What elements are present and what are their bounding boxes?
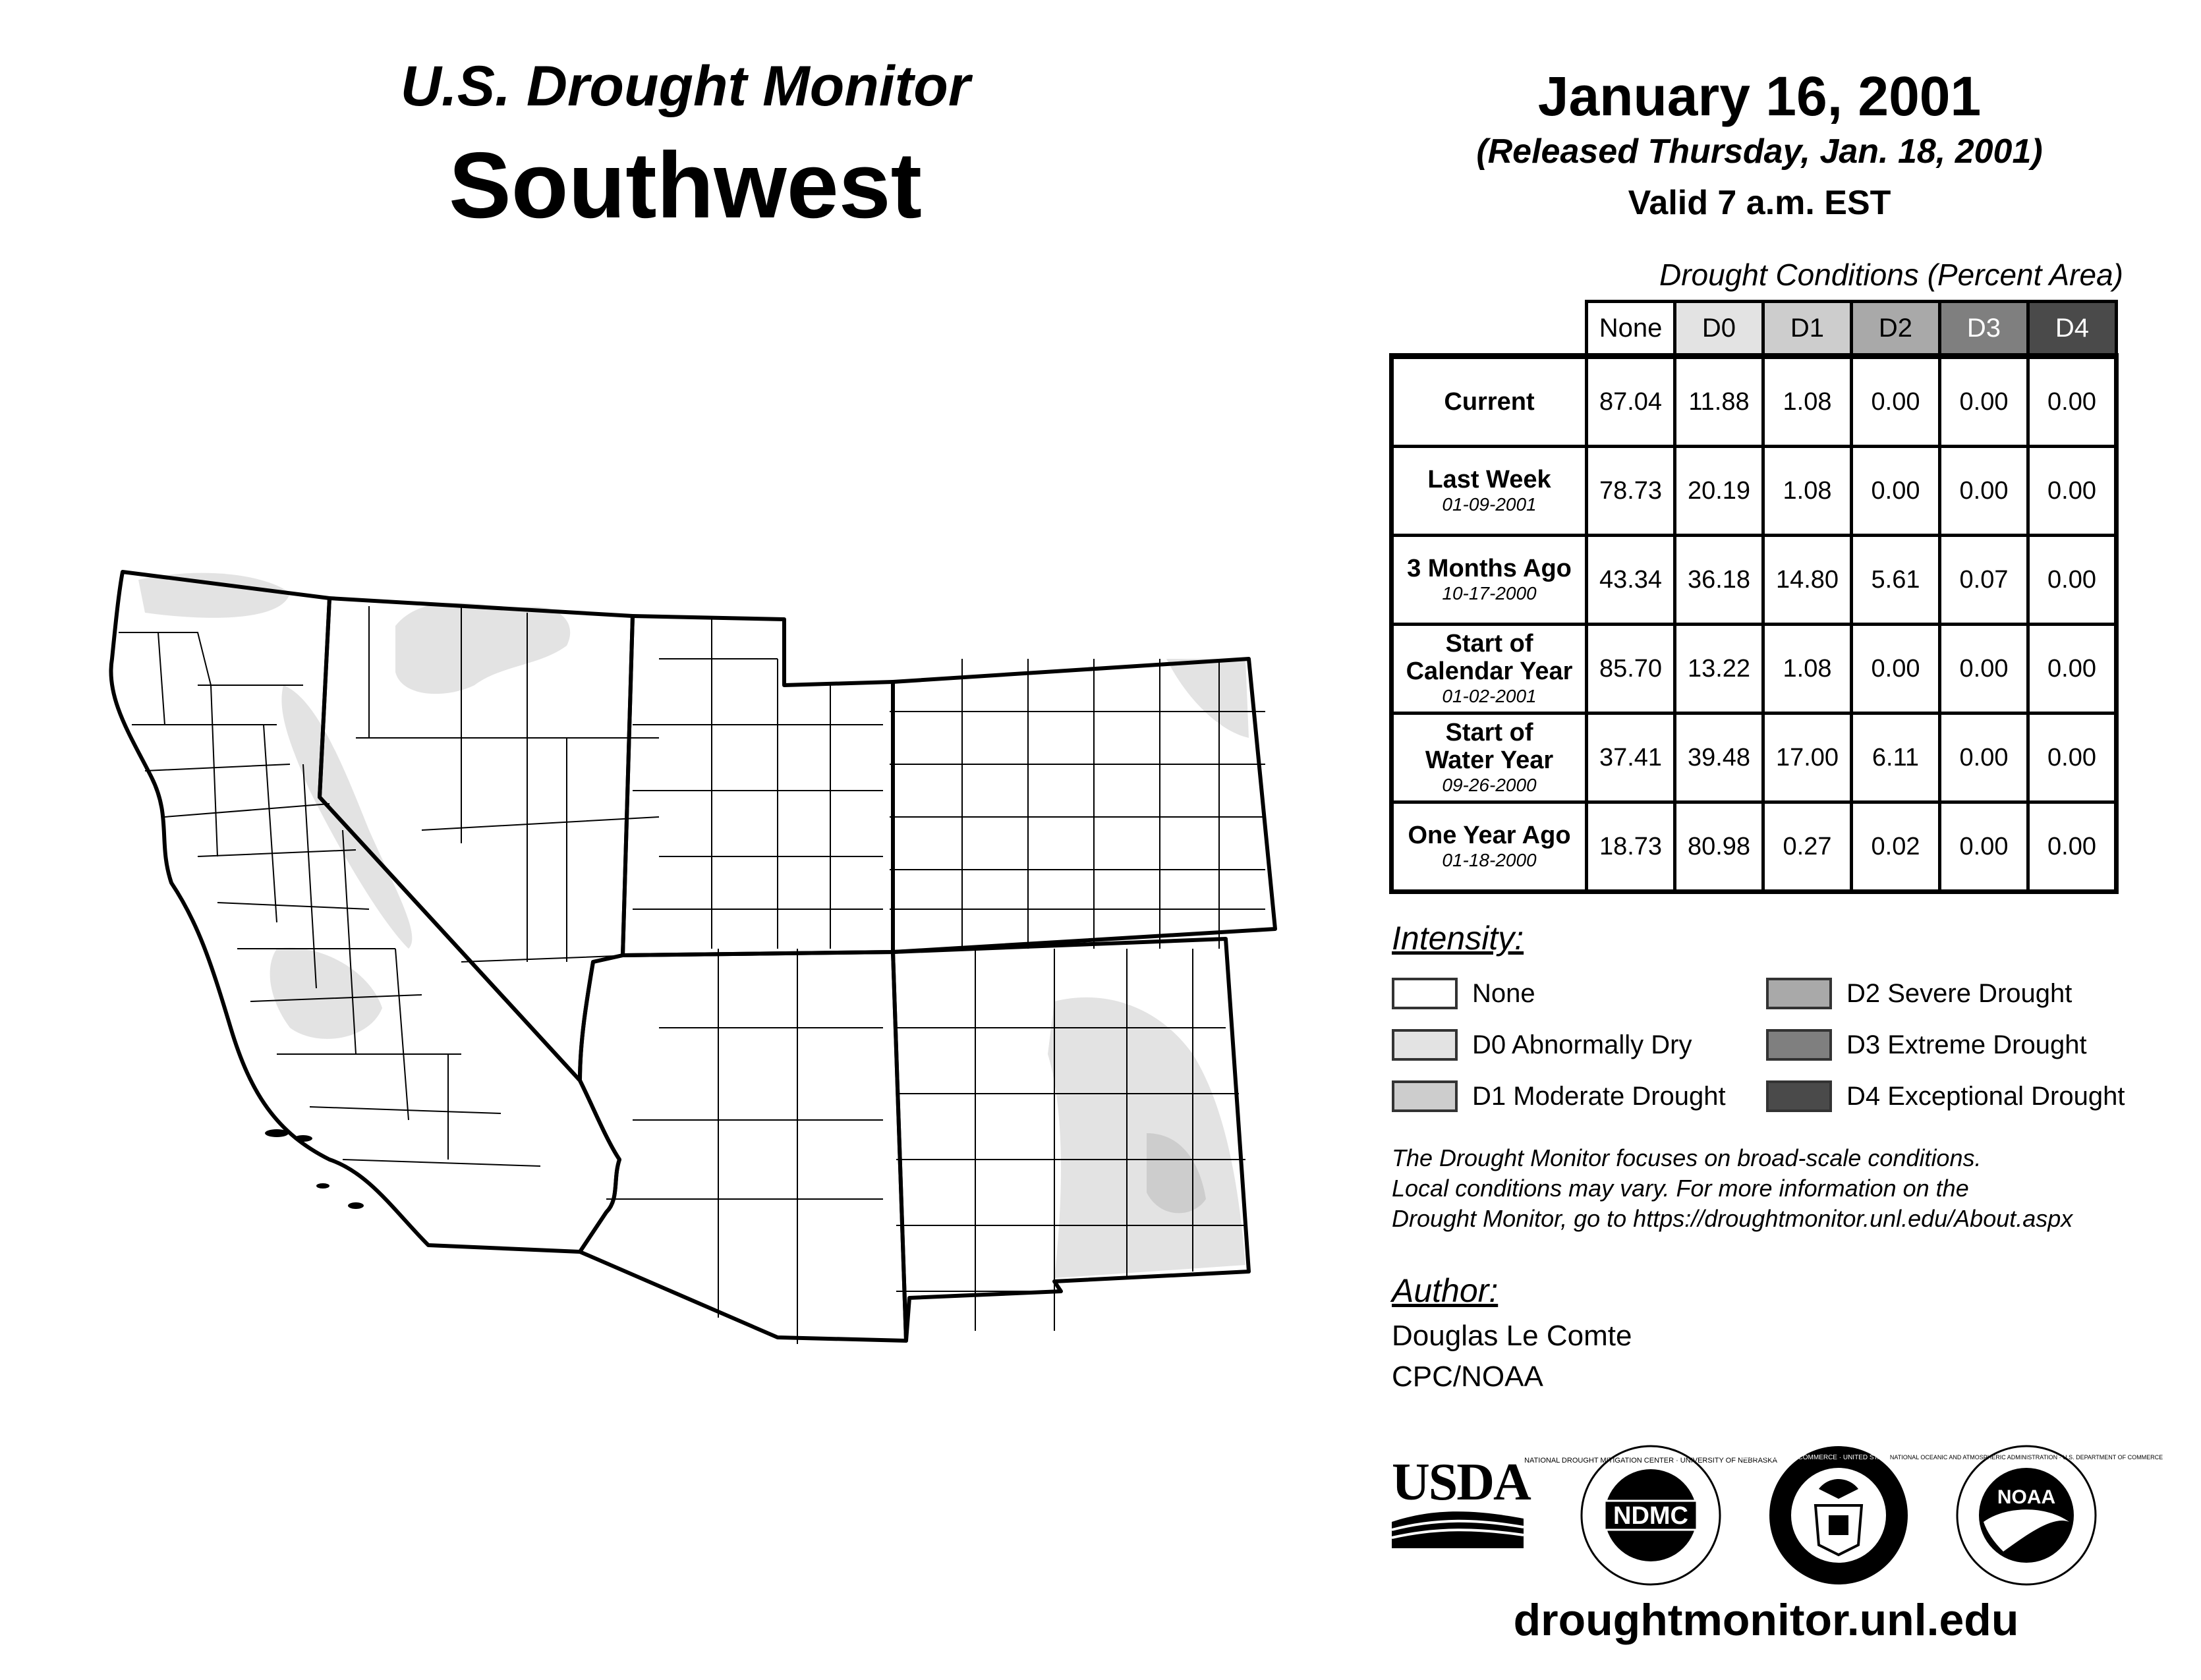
usda-hills-icon [1392,1509,1524,1548]
d0-area-ca-south [270,947,382,1038]
legend-item [1766,1078,2125,1115]
legend-item [1392,975,1726,1012]
col-header: D0 [1675,302,1763,356]
legend-swatch [1392,1029,1458,1061]
table-cell: 0.00 [2028,802,2117,892]
row-label-line: One Year Ago [1408,822,1571,849]
col-header: D1 [1763,302,1852,356]
row-date: 01-09-2001 [1442,494,1537,515]
ndmc-logo-text: NDMC [1613,1502,1688,1530]
table-cell: 0.02 [1852,802,1940,892]
table-cell: 78.73 [1587,447,1675,536]
valid-time: Valid 7 a.m. EST [1628,184,1891,222]
table-cell: 0.00 [1940,447,2028,536]
region-title: Southwest [449,133,922,238]
col-header: D2 [1852,302,1940,356]
legend-swatch [1766,1029,1832,1061]
ndmc-ring-text: NATIONAL DROUGHT MITIGATION CENTER · UNIVERSITY OF NEBRASKA [1524,1457,1777,1465]
table-cell: 0.00 [2028,625,2117,714]
table-cell: 0.00 [1940,714,2028,802]
row-label-line: Start of [1445,719,1533,746]
note-line: Local conditions may vary. For more information on the [1392,1175,1969,1202]
legend-label: None [1472,978,1535,1008]
table-cell: 14.80 [1763,536,1852,625]
monitor-subtitle: U.S. Drought Monitor [400,55,971,118]
legend-label: D2 Severe Drought [1846,978,2072,1008]
legend-swatch [1392,1080,1458,1112]
legend-swatch [1766,978,1832,1009]
legend-swatch [1392,978,1458,1009]
table-cell: 0.00 [2028,536,2117,625]
intensity-title: Intensity: [1392,920,1524,957]
row-label [1392,447,1587,536]
usda-logo [1392,1453,1530,1552]
table-cell: 39.48 [1675,714,1763,802]
row-label-line: Last Week [1427,466,1551,493]
row-label-line: Start of [1445,630,1533,658]
noaa-ring-text: NATIONAL OCEANIC AND ATMOSPHERIC ADMINISTRATION · U.S. DEPARTMENT OF COMMERCE [1889,1454,2163,1461]
col-header: D4 [2028,302,2117,356]
col-header: None [1587,302,1675,356]
table-cell: 11.88 [1675,356,1763,447]
col-header: D3 [1940,302,2028,356]
row-label [1392,802,1587,892]
author-title: Author: [1392,1272,1499,1309]
table-cell: 85.70 [1587,625,1675,714]
table-cell: 13.22 [1675,625,1763,714]
row-date: 01-02-2001 [1442,686,1537,706]
row-label-line: Current [1444,388,1535,416]
intensity-legend-left [1392,975,1726,1115]
drought-conditions-table [1389,300,2119,894]
table-cell: 1.08 [1763,447,1852,536]
intensity-legend-right [1766,975,2125,1115]
ndmc-logo [1524,1443,1777,1588]
table-cell: 87.04 [1587,356,1675,447]
table-row [1392,356,2117,447]
table-cell: 0.00 [1852,356,1940,447]
legend-item [1766,1026,2125,1063]
table-row [1392,447,2117,536]
legend-label: D3 Extreme Drought [1846,1030,2087,1059]
legend-item [1392,1078,1726,1115]
table-cell: 36.18 [1675,536,1763,625]
table-cell: 0.00 [1852,447,1940,536]
table-row [1392,802,2117,892]
state-california [111,572,619,1252]
table-corner [1392,302,1587,356]
row-label-line: Water Year [1425,746,1554,774]
table-title: Drought Conditions (Percent Area) [1659,258,2123,292]
legend-label: D4 Exceptional Drought [1846,1081,2125,1111]
table-cell: 37.41 [1587,714,1675,802]
table-cell: 80.98 [1675,802,1763,892]
table-cell: 0.07 [1940,536,2028,625]
legend-label: D1 Moderate Drought [1472,1081,1726,1111]
row-label [1392,356,1587,447]
table-cell: 18.73 [1587,802,1675,892]
table-row [1392,625,2117,714]
table-cell: 0.00 [2028,447,2117,536]
table-cell: 5.61 [1852,536,1940,625]
footer-url-link[interactable]: droughtmonitor.unl.edu [1513,1595,2019,1645]
row-label-line: Calendar Year [1406,658,1573,685]
row-date: 10-17-2000 [1442,583,1537,603]
row-label [1392,625,1587,714]
drought-areas [138,573,1249,1278]
table-cell: 0.00 [2028,714,2117,802]
legend-item [1766,975,2125,1012]
table-cell: 0.00 [1852,625,1940,714]
table-cell: 20.19 [1675,447,1763,536]
d0-area-ca-north [138,573,290,618]
row-label [1392,536,1587,625]
noaa-logo-text: NOAA [1997,1486,2056,1508]
table-cell: 0.00 [1940,625,2028,714]
release-date: (Released Thursday, Jan. 18, 2001) [1476,132,2043,171]
legend-item [1392,1026,1726,1063]
table-cell: 0.00 [1940,802,2028,892]
table-cell: 17.00 [1763,714,1852,802]
row-date: 09-26-2000 [1442,775,1537,795]
row-label [1392,714,1587,802]
table-cell: 1.08 [1763,625,1852,714]
row-date: 01-18-2000 [1442,850,1537,870]
row-label-line: 3 Months Ago [1407,555,1572,582]
table-row [1392,536,2117,625]
table-cell: 0.00 [1940,356,2028,447]
table-row [1392,714,2117,802]
legend-swatch [1766,1080,1832,1112]
doc-ring-text: DEPARTMENT OF COMMERCE · UNITED STATES OF AMERICA [1740,1454,1937,1461]
author-name: Douglas Le Comte [1392,1320,1632,1352]
state-arizona [580,952,906,1341]
note-line: The Drought Monitor focuses on broad-scale conditions. [1392,1144,1982,1171]
state-utah [623,616,893,955]
author-org: CPC/NOAA [1392,1360,1543,1393]
disclaimer-note [1392,1143,2169,1234]
note-line[interactable]: Drought Monitor, go to https://droughtmonitor.unl.edu/About.aspx [1392,1205,2073,1232]
d0-area-co-ne [1166,659,1249,738]
table-cell: 0.27 [1763,802,1852,892]
usda-logo-text: USDA [1392,1453,1530,1511]
table-cell: 0.00 [2028,356,2117,447]
map-date: January 16, 2001 [1537,65,1982,127]
noaa-logo [1889,1443,2163,1588]
legend-label: D0 Abnormally Dry [1472,1030,1692,1059]
table-cell: 1.08 [1763,356,1852,447]
doc-seal-logo [1740,1443,1937,1588]
table-cell: 43.34 [1587,536,1675,625]
d0-area-nv-north [395,603,570,694]
table-cell: 6.11 [1852,714,1940,802]
